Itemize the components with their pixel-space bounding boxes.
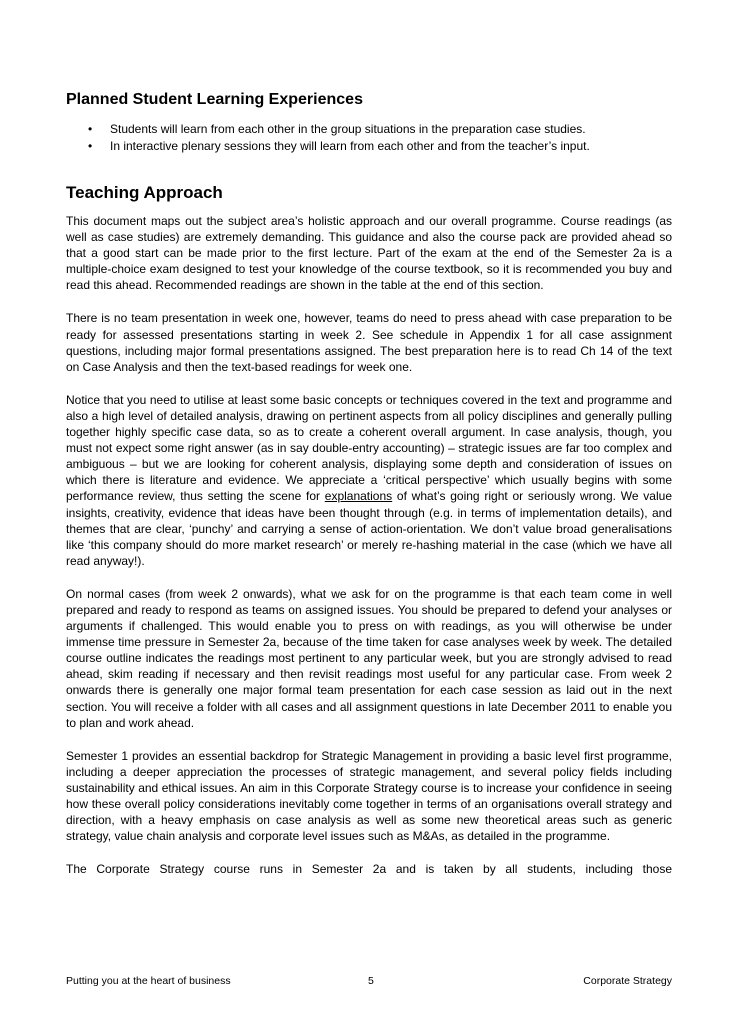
page-content (66, 90, 672, 877)
paragraph-4: On normal cases (from week 2 onwards), what we ask for on the programme is that each team come in well prepared and ready to respond as teams on assigned issues. You should be prepared to defend your analyses or arguments if challenged. This would enable you to press on with readings, as you will otherwise be under immense time pressure in Semester 2a, because of the time taken for case analyses week by week. The detailed course outline indicates the readings most pertinent to any particular week, but you are strongly advised to read ahead, skim reading if necessary and then revisit readings most useful for any particular case. From week 2 onwards there is generally one major formal team presentation for each case session as laid out in the next section. You will receive a folder with all cases and all assignment questions in late December 2011 to enable you to plan and work ahead. (66, 586, 672, 730)
section-heading-teaching-approach: Teaching Approach (66, 183, 223, 202)
paragraph-3-text-after: of what’s going right or seriously wrong. We value insights, creativity, evidence that ideas have been thought through (e.g. in terms of implementation details), and themes that are clear, ‘punchy’ and carrying a sense of action-orientation. We don’t value broad generalisations like ‘this company should do more market research’ or merely re-hashing material in the case (which we have all read anyway!). (66, 489, 672, 568)
underlined-word-explanations: explanations (324, 489, 393, 504)
paragraph-2: There is no team presentation in week one, however, teams do need to press ahead with case preparation to be ready for assessed presentations starting in week 2. See schedule in Appendix 1 for all case assignment questions, including major formal presentations assigned. The best preparation here is to read Ch 14 of the text on Case Analysis and then the text-based readings for week one. (66, 311, 672, 374)
list-item-text: Students will learn from each other in the group situations in the preparation case studies. (110, 122, 586, 136)
paragraph-5: Semester 1 provides an essential backdrop for Strategic Management in providing a basic level first programme, including a deeper appreciation the processes of strategic management, and several policy fields including sustainability and ethical issues. An aim in this Corporate Strategy course is to increase your confidence in seeing how these overall policy considerations inevitably come together in terms of an organisations overall strategy and direction, with a heavy emphasis on case analysis as well as some new theoretical areas such as generic strategy, value chain analysis and corporate level issues such as M&As, as detailed in the programme. (66, 748, 672, 844)
bullet-icon: • (88, 139, 93, 153)
learning-experiences-list (66, 121, 672, 155)
paragraph-3 (66, 392, 672, 569)
footer-page-number: 5 (368, 975, 374, 987)
list-item (66, 121, 672, 138)
paragraph-3-text-before: Notice that you need to utilise at least some basic concepts or techniques covered in the text and programme and also a high level of detailed analysis, drawing on pertinent aspects from all policy disciplines and generally pulling together highly specific case data, so as to create a coherent overall argument. In case analysis, though, you must not expect some right answer (as in say double-entry accounting) – strategic issues are far too complex and ambiguous – but we are looking for coherent analysis, displaying some depth and consideration of issues on which there is literature and evidence. We appreciate a ‘critical perspective’ which usually begins with some performance review, thus setting the scene for (66, 392, 672, 504)
page-footer (66, 973, 672, 989)
paragraph-6: The Corporate Strategy course runs in Semester 2a and is taken by all students, including those (66, 862, 672, 877)
list-item-text: In interactive plenary sessions they will learn from each other and from the teacher’s input. (110, 139, 590, 153)
footer-tagline: Putting you at the heart of business (66, 975, 231, 987)
paragraph-1: This document maps out the subject area’s holistic approach and our overall programme. Course readings (as well as case studies) are extremely demanding. This guidance and also the course pack are provided ahead so that a good start can be made prior to the first lecture. Part of the exam at the end of the Semester 2a is a multiple-choice exam designed to test your knowledge of the course textbook, so it is recommended you buy and read this ahead. Recommended readings are shown in the table at the end of this section. (66, 214, 672, 293)
section-heading-planned-learning: Planned Student Learning Experiences (66, 91, 363, 108)
footer-course-title: Corporate Strategy (583, 975, 672, 987)
bullet-icon: • (88, 122, 93, 136)
list-item (66, 138, 672, 155)
